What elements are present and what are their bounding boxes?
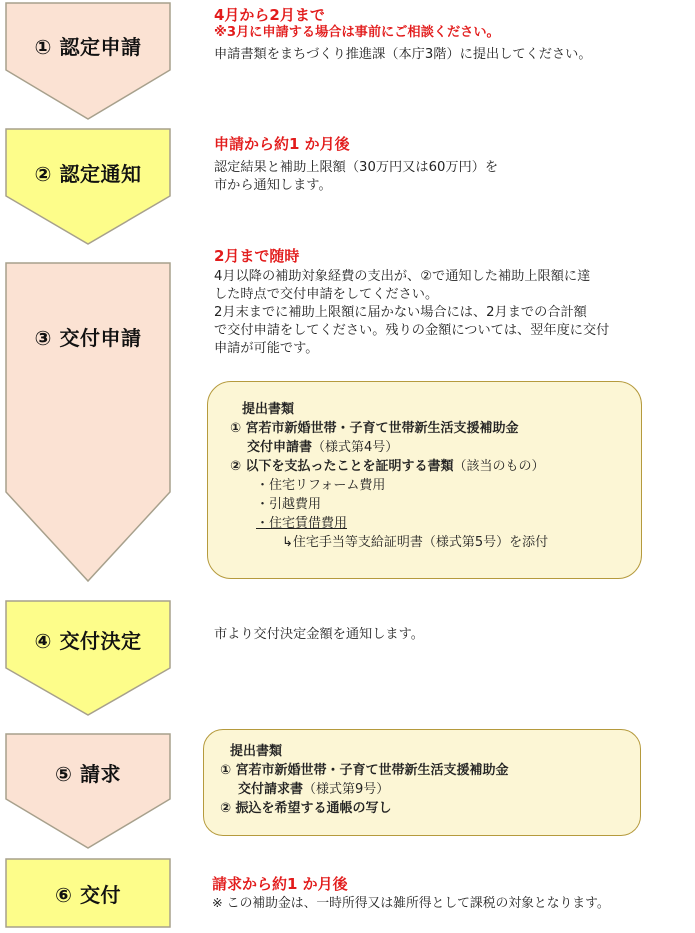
form-name: 交付申請書 (247, 440, 313, 455)
step-6-label: ⑥ 交付 (55, 883, 121, 907)
step-3-line: 2月末までに補助上限額に届かない場合には、2月までの合計額 (214, 305, 587, 320)
step-2-description (214, 135, 498, 195)
document-item-1: ① 宮若市新婚世帯・子育て世帯新生活支援補助金 (230, 421, 519, 436)
step-5-arrow (5, 733, 171, 849)
box-title: 提出書類 (230, 744, 283, 759)
step-6-box (5, 858, 171, 928)
step-3-documents-box (207, 381, 642, 579)
step-5-label: ⑤ 請求 (55, 762, 121, 786)
document-item-2-note: （該当のもの） (453, 459, 545, 474)
step-4-text: 市より交付決定金額を通知します。 (214, 627, 424, 642)
step-4-label: ④ 交付決定 (34, 629, 142, 653)
document-subitem: ・引越費用 (256, 497, 322, 512)
step-2-line: 市から通知します。 (214, 178, 332, 193)
step-3-line: した時点で交付申請をしてください。 (214, 287, 439, 302)
step-3-heading: 2月まで随時 (214, 247, 300, 265)
step-3-line: 申請が可能です。 (214, 341, 319, 356)
form-name: 交付請求書 (238, 782, 304, 797)
document-item-1: ① 宮若市新婚世帯・子育て世帯新生活支援補助金 (220, 763, 509, 778)
step-3-label: ③ 交付申請 (34, 326, 142, 350)
step-1-heading: 4月から2月まで (214, 6, 325, 24)
form-number: （様式第4号） (312, 440, 399, 455)
step-5-documents-box (203, 729, 641, 836)
step-2-arrow (5, 128, 171, 245)
step-1-text: 申請書類をまちづくり推進課（本庁3階）に提出してください。 (214, 47, 592, 62)
step-4-description (214, 626, 424, 644)
step-3-shape (5, 262, 171, 582)
step-2-line: 認定結果と補助上限額（30万円又は60万円）を (214, 160, 499, 175)
step-5-shape (5, 733, 171, 849)
step-2-label: ② 認定通知 (34, 162, 142, 186)
document-item-1-form (238, 780, 640, 799)
document-item-2: ② 振込を希望する通帳の写し (220, 801, 392, 816)
document-item-2-main: ② 以下を支払ったことを証明する書類 (230, 459, 454, 474)
box-title: 提出書類 (242, 402, 295, 417)
step-1-label: ① 認定申請 (34, 35, 142, 59)
step-3-line: で交付申請をしてください。残りの金額については、翌年度に交付 (214, 323, 610, 338)
step-3-line: 4月以降の補助対象経費の支出が、②で通知した補助上限額に達 (214, 269, 591, 284)
step-4-shape (5, 600, 171, 716)
step-2-heading: 申請から約1 か月後 (214, 135, 350, 153)
step-1-arrow (5, 2, 171, 120)
step-6-heading: 請求から約1 か月後 (212, 875, 348, 893)
step-6-description (212, 875, 610, 913)
step-1-shape (5, 2, 171, 120)
step-1-note: ※3月に申請する場合は事前にご相談ください。 (214, 25, 500, 40)
document-item-2 (230, 457, 641, 476)
step-4-arrow (5, 600, 171, 716)
document-subitem: ・住宅リフォーム費用 (256, 478, 386, 493)
document-subitem: ・住宅賃借費用 (256, 516, 348, 531)
step-6-note: ※ この補助金は、一時所得又は雑所得として課税の対象となります。 (212, 896, 610, 911)
step-1-description (214, 6, 592, 64)
form-number: （様式第9号） (303, 782, 390, 797)
step-3-arrow (5, 262, 171, 582)
document-item-1-form (247, 438, 641, 457)
step-3-description (214, 247, 609, 358)
document-subitem-note: ↳住宅手当等支給証明書（様式第5号）を添付 (282, 535, 549, 550)
